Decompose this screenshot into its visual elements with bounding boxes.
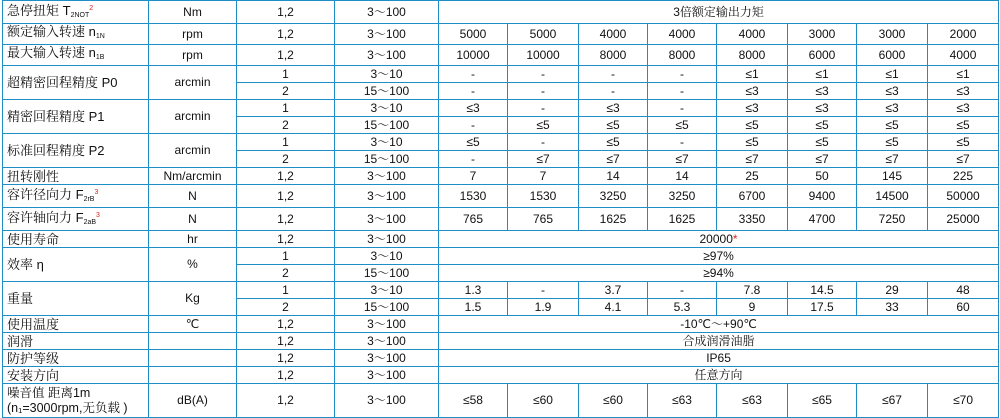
stage-cell: 1,2 xyxy=(237,367,335,384)
ratio-cell: 3～100 xyxy=(335,350,439,367)
value-cell: 765 xyxy=(439,208,508,231)
value-cell: 48 xyxy=(928,282,999,299)
value-cell: ≤7 xyxy=(928,151,999,168)
ratio-cell: 3～100 xyxy=(335,316,439,333)
value-cell: ≤7 xyxy=(857,151,928,168)
value-cell: - xyxy=(648,66,717,83)
table-row xyxy=(3,282,999,299)
value-cell: ≤1 xyxy=(788,66,857,83)
ratio-cell: 15～100 xyxy=(335,299,439,316)
row-label xyxy=(3,1,149,24)
value-cell: ≤3 xyxy=(788,83,857,100)
value-cell: 4000 xyxy=(579,24,648,45)
stage-cell: 1 xyxy=(237,248,335,265)
value-cell: 4000 xyxy=(717,24,788,45)
ratio-cell: 15～100 xyxy=(335,265,439,282)
spec-table xyxy=(2,0,999,418)
value-cell: 5000 xyxy=(439,24,508,45)
ratio-cell: 3～100 xyxy=(335,384,439,418)
value-cell: - xyxy=(579,83,648,100)
value-cell: ≤3 xyxy=(717,100,788,117)
stage-cell: 1,2 xyxy=(237,208,335,231)
value-cell: 9 xyxy=(717,299,788,316)
stage-cell: 1,2 xyxy=(237,1,335,24)
ratio-cell: 3～100 xyxy=(335,1,439,24)
unit-cell: hr xyxy=(149,231,237,248)
ratio-cell: 3～10 xyxy=(335,100,439,117)
row-label xyxy=(3,316,149,333)
unit-cell xyxy=(149,333,237,350)
value-cell: 8000 xyxy=(579,45,648,66)
value-cell: - xyxy=(648,282,717,299)
table-row xyxy=(3,208,999,231)
table-row xyxy=(3,185,999,208)
stage-cell: 2 xyxy=(237,83,335,100)
row-label-text: 容许轴向力 F xyxy=(7,210,84,225)
value-cell: 3250 xyxy=(579,185,648,208)
value-cell: ≤5 xyxy=(717,134,788,151)
value-cell: ≤58 xyxy=(439,384,508,418)
table-row xyxy=(3,100,999,117)
value-cell: 2000 xyxy=(928,24,999,45)
value-cell: - xyxy=(508,282,579,299)
value-cell: ≤5 xyxy=(579,117,648,134)
value-cell: ≤5 xyxy=(439,134,508,151)
value-cell: - xyxy=(439,83,508,100)
ratio-cell: 3～100 xyxy=(335,24,439,45)
ratio-cell: 3～10 xyxy=(335,282,439,299)
value-cell: 1530 xyxy=(508,185,579,208)
value-cell: 7 xyxy=(439,168,508,185)
value-cell: ≤7 xyxy=(788,151,857,168)
value-cell: ≤7 xyxy=(717,151,788,168)
ratio-cell: 3～100 xyxy=(335,45,439,66)
value-cell: 6000 xyxy=(857,45,928,66)
value-cell: 5.3 xyxy=(648,299,717,316)
row-label-superscript: 3 xyxy=(96,212,100,219)
value-cell: ≤3 xyxy=(928,100,999,117)
value-cell: ≤1 xyxy=(857,66,928,83)
value-cell: 3250 xyxy=(648,185,717,208)
value-cell: 7250 xyxy=(857,208,928,231)
ratio-cell: 3～100 xyxy=(335,168,439,185)
row-label xyxy=(3,367,149,384)
value-cell: 145 xyxy=(857,168,928,185)
value-cell: 6700 xyxy=(717,185,788,208)
value-cell: ≤5 xyxy=(857,134,928,151)
value-cell: - xyxy=(508,83,579,100)
merged-value-cell: -10℃～+90℃ xyxy=(439,316,999,333)
unit-cell: N xyxy=(149,208,237,231)
value-cell: ≤60 xyxy=(508,384,579,418)
unit-cell: Nm xyxy=(149,1,237,24)
unit-cell xyxy=(149,367,237,384)
table-row xyxy=(3,367,999,384)
stage-cell: 1,2 xyxy=(237,231,335,248)
unit-cell: Kg xyxy=(149,282,237,316)
value-cell: ≤5 xyxy=(928,117,999,134)
row-label xyxy=(3,231,149,248)
value-cell: 765 xyxy=(508,208,579,231)
row-label xyxy=(3,333,149,350)
value-cell: 7 xyxy=(508,168,579,185)
value-cell: ≤3 xyxy=(928,83,999,100)
row-label xyxy=(3,350,149,367)
stage-cell: 1,2 xyxy=(237,316,335,333)
row-label-subscript: 1B xyxy=(95,54,105,61)
row-label-text: 效率 η xyxy=(7,257,44,272)
value-cell: - xyxy=(508,66,579,83)
value-cell: - xyxy=(439,66,508,83)
merged-value-cell: 合成润滑油脂 xyxy=(439,333,999,350)
stage-cell: 1,2 xyxy=(237,185,335,208)
value-cell: ≤5 xyxy=(788,134,857,151)
stage-cell: 1 xyxy=(237,282,335,299)
row-label-text: 最大输入转速 n xyxy=(7,45,96,60)
stage-cell: 2 xyxy=(237,151,335,168)
row-label xyxy=(3,168,149,185)
value-cell: 4000 xyxy=(928,45,999,66)
value-cell: 10000 xyxy=(439,45,508,66)
row-label-text: 标准回程精度 P2 xyxy=(7,143,105,158)
merged-value-cell: 3倍额定输出力矩 xyxy=(439,1,999,24)
row-label-text: 润滑 xyxy=(7,333,34,349)
value-cell: ≤3 xyxy=(857,100,928,117)
value-cell: 1.5 xyxy=(439,299,508,316)
value-cell: ≤60 xyxy=(579,384,648,418)
ratio-cell: 15～100 xyxy=(335,117,439,134)
row-label-text: 使用寿命 xyxy=(7,231,60,247)
value-cell: 8000 xyxy=(717,45,788,66)
row-label xyxy=(3,282,149,316)
stage-cell: 1,2 xyxy=(237,24,335,45)
row-label xyxy=(3,384,149,418)
row-label-text: 精密回程精度 P1 xyxy=(7,109,105,124)
ratio-cell: 15～100 xyxy=(335,151,439,168)
unit-cell: arcmin xyxy=(149,66,237,100)
table-row xyxy=(3,316,999,333)
value-cell: 60 xyxy=(928,299,999,316)
value-cell: ≤5 xyxy=(857,117,928,134)
value-cell: 3000 xyxy=(857,24,928,45)
value-cell: 4000 xyxy=(648,24,717,45)
row-label-superscript: 3 xyxy=(94,189,99,196)
value-cell: 1530 xyxy=(439,185,508,208)
value-cell: - xyxy=(579,66,648,83)
table-row xyxy=(3,350,999,367)
value-cell: - xyxy=(508,100,579,117)
value-cell: ≤1 xyxy=(928,66,999,83)
stage-cell: 1,2 xyxy=(237,350,335,367)
value-cell: ≤7 xyxy=(579,151,648,168)
unit-cell: rpm xyxy=(149,24,237,45)
row-label-subscript: 2aB xyxy=(83,219,97,226)
value-cell: 3.7 xyxy=(579,282,648,299)
value-cell: 33 xyxy=(857,299,928,316)
value-cell: - xyxy=(439,117,508,134)
value-cell: ≤7 xyxy=(648,151,717,168)
stage-cell: 1,2 xyxy=(237,333,335,350)
ratio-cell: 15～100 xyxy=(335,83,439,100)
value-cell: 50000 xyxy=(928,185,999,208)
merged-value-cell: ≥94% xyxy=(439,265,999,282)
merged-value-cell: 任意方向 xyxy=(439,367,999,384)
row-label xyxy=(3,185,149,208)
value-cell: ≤63 xyxy=(648,384,717,418)
ratio-cell: 3～100 xyxy=(335,367,439,384)
value-cell: ≤5 xyxy=(788,117,857,134)
value-cell: 14.5 xyxy=(788,282,857,299)
value-cell: - xyxy=(648,83,717,100)
value-cell: 14 xyxy=(648,168,717,185)
row-label-text: 容许径向力 F xyxy=(7,187,84,202)
footnote-marker: * xyxy=(732,231,738,246)
value-cell: 7.8 xyxy=(717,282,788,299)
ratio-cell: 3～10 xyxy=(335,134,439,151)
value-cell: 3350 xyxy=(717,208,788,231)
row-label-text: 急停扭矩 T xyxy=(7,3,71,18)
value-cell: 1.3 xyxy=(439,282,508,299)
ratio-cell: 3～10 xyxy=(335,248,439,265)
row-label-subscript: 2rB xyxy=(83,196,95,203)
stage-cell: 1 xyxy=(237,134,335,151)
stage-cell: 1 xyxy=(237,100,335,117)
value-cell: 1625 xyxy=(579,208,648,231)
row-label-condition: (n₁=3000rpm,无负载 ) xyxy=(7,400,128,415)
value-cell: ≤3 xyxy=(717,83,788,100)
unit-cell: arcmin xyxy=(149,100,237,134)
unit-cell: dB(A) xyxy=(149,384,237,418)
value-cell: - xyxy=(648,100,717,117)
row-label-text: 重量 xyxy=(7,291,34,306)
table-row xyxy=(3,168,999,185)
stage-cell: 1 xyxy=(237,66,335,83)
value-cell: ≤3 xyxy=(857,83,928,100)
value-cell: ≤5 xyxy=(928,134,999,151)
value-cell: ≤3 xyxy=(579,100,648,117)
row-label-superscript: 2 xyxy=(89,5,94,12)
value-cell: ≤3 xyxy=(788,100,857,117)
merged-value-cell: 20000* xyxy=(439,231,999,248)
value-cell: 17.5 xyxy=(788,299,857,316)
value-cell: 1625 xyxy=(648,208,717,231)
value-cell: 10000 xyxy=(508,45,579,66)
stage-cell: 1,2 xyxy=(237,384,335,418)
stage-cell: 2 xyxy=(237,117,335,134)
row-label-subscript: 2NOT xyxy=(70,12,90,19)
row-label xyxy=(3,45,149,66)
row-label xyxy=(3,208,149,231)
value-cell: 25000 xyxy=(928,208,999,231)
value-cell: ≤7 xyxy=(508,151,579,168)
value-cell: ≤65 xyxy=(788,384,857,418)
unit-cell: rpm xyxy=(149,45,237,66)
row-label-subscript: 1N xyxy=(95,33,105,40)
merged-value-cell: IP65 xyxy=(439,350,999,367)
ratio-cell: 3～100 xyxy=(335,231,439,248)
merged-value-cell: ≥97% xyxy=(439,248,999,265)
stage-cell: 2 xyxy=(237,265,335,282)
value-cell: 4.1 xyxy=(579,299,648,316)
value-cell: 8000 xyxy=(648,45,717,66)
value-cell: 29 xyxy=(857,282,928,299)
unit-cell xyxy=(149,350,237,367)
stage-cell: 1,2 xyxy=(237,45,335,66)
row-label xyxy=(3,134,149,168)
value-cell: 14500 xyxy=(857,185,928,208)
value-cell: ≤67 xyxy=(857,384,928,418)
value-cell: ≤5 xyxy=(508,117,579,134)
row-label xyxy=(3,248,149,282)
value-cell: - xyxy=(648,134,717,151)
ratio-cell: 3～10 xyxy=(335,66,439,83)
table-row xyxy=(3,384,999,418)
table-row xyxy=(3,1,999,24)
stage-cell: 1,2 xyxy=(237,168,335,185)
row-label-text: 噪音值 距离1m xyxy=(7,385,91,400)
value-cell: 14 xyxy=(579,168,648,185)
ratio-cell: 3～100 xyxy=(335,333,439,350)
table-row xyxy=(3,24,999,45)
value-cell: 6000 xyxy=(788,45,857,66)
value-cell: - xyxy=(508,134,579,151)
row-label-text: 安装方向 xyxy=(7,367,60,383)
ratio-cell: 3～100 xyxy=(335,208,439,231)
table-row xyxy=(3,248,999,265)
table-row xyxy=(3,231,999,248)
unit-cell: ℃ xyxy=(149,316,237,333)
value-cell: 3000 xyxy=(788,24,857,45)
value-cell: 225 xyxy=(928,168,999,185)
row-label-text: 防护等级 xyxy=(7,350,60,366)
value-cell: 1.9 xyxy=(508,299,579,316)
unit-cell: Nm/arcmin xyxy=(149,168,237,185)
unit-cell: N xyxy=(149,185,237,208)
value-cell: ≤5 xyxy=(648,117,717,134)
value-cell: 4700 xyxy=(788,208,857,231)
value-cell: ≤63 xyxy=(717,384,788,418)
row-label xyxy=(3,66,149,100)
value-cell: 25 xyxy=(717,168,788,185)
value-cell: ≤5 xyxy=(579,134,648,151)
row-label-text: 超精密回程精度 P0 xyxy=(7,75,118,90)
unit-cell: arcmin xyxy=(149,134,237,168)
value-cell: 9400 xyxy=(788,185,857,208)
value-cell: 5000 xyxy=(508,24,579,45)
row-label-text: 扭转刚性 xyxy=(7,168,60,184)
table-row xyxy=(3,333,999,350)
row-label xyxy=(3,24,149,45)
table-row xyxy=(3,66,999,83)
spec-table-body xyxy=(3,1,999,418)
value-cell: 50 xyxy=(788,168,857,185)
value-cell: - xyxy=(439,151,508,168)
table-row xyxy=(3,45,999,66)
table-row xyxy=(3,134,999,151)
unit-cell: % xyxy=(149,248,237,282)
value-cell: ≤70 xyxy=(928,384,999,418)
row-label-text: 使用温度 xyxy=(7,316,60,332)
row-label-text: 额定输入转速 n xyxy=(7,24,96,39)
row-label xyxy=(3,100,149,134)
stage-cell: 2 xyxy=(237,299,335,316)
value-cell: ≤1 xyxy=(717,66,788,83)
ratio-cell: 3～100 xyxy=(335,185,439,208)
value-cell: ≤5 xyxy=(717,117,788,134)
value-cell: ≤3 xyxy=(439,100,508,117)
